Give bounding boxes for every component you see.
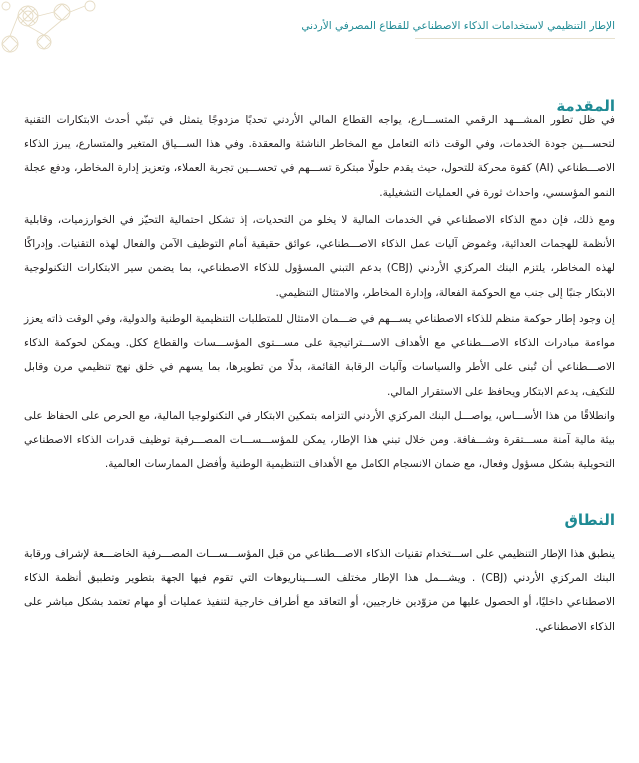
intro-paragraph-2: ومع ذلك، فإن دمج الذكاء الاصطناعي في الخدمات المالية لا يخلو من التحديات، إذ تشكل احتمالية التحيّز في الخوارزميات، وقابلية الأنظمة للهجمات العدائية، وغموض آليات عمل الذكاء الاصـــطناعي، عوائق حقيقية أمام التوظيف الآمن والفعال لهذه التقنيات. وإدراكًا لهذه المخاطر، يلتزم البنك المركزي الأردني (CBJ) بدعم التبني المسؤول للذكاء الاصطناعي، بما يضمن سير الابتكارات التكنولوجية الابتكار جنبًا إلى جنب مع الحوكمة الفعالة، وإدارة المخاطر، والامتثال التنظيمي. (24, 214, 615, 299)
intro-paragraph-3: إن وجود إطار حوكمة منظم للذكاء الاصطناعي يســـهم في ضـــمان الامتثال للمتطلبات التنظيمية الوطنية والدولية، وفي الوقت ذاته يعزز مواءمة مبادرات الذكاء الاصـــطناعي مع الأهداف الاســـتراتيجية على مســـتوى المؤســـسات والقطاع ككل. ويمكن لحوكمة الذكاء الاصـــطناعي أن تُبنى على الأطر والسياسات وآليات الرقابة القائمة، بدلًا من تطويرها، بما يسهم في خلق نهج تنظيمي مرن وقابل للتكيف، يدعم الابتكار ويحافظ على الاستقرار المالي. (24, 313, 615, 398)
intro-paragraph-4: وانطلاقًا من هذا الأســـاس، يواصـــل البنك المركزي الأردني التزامه بتمكين الابتكار في التكنولوجيا المالية، مع الحرص على الحفاظ على بيئة مالية آمنة مســـتقرة وشـــفافة. ومن خلال تبني هذا الإطار، يمكن للمؤســـســـات المصـــرفية توظيف قدرات الذكاء الاصطناعي التحويلية بشكل مسؤول وفعال، مع ضمان الانسجام الكامل مع الأهداف التنظيمية الوطنية وأفضل الممارسات العالمية. (24, 410, 615, 471)
section-heading-introduction: المقدمة (556, 97, 615, 115)
document-header-title: الإطار التنظيمي لاستخدامات الذكاء الاصطناعي للقطاع المصرفي الأردني (301, 20, 615, 32)
islamic-geometric-ornament-icon (0, 0, 110, 70)
intro-paragraph-1: في ظل تطور المشـــهد الرقمي المتســـارع، يواجه القطاع المالي الأردني تحديًا مزدوجًا يتمثل في تبنّي أحدث الابتكارات التقنية لتحســـين جودة الخدمات، وفي الوقت ذاته التعامل مع المخاطر الناشئة والمعقدة. وفي هذا الســـياق المتغير والمتسارع، يبرز الذكاء الاصـــطناعي (AI) كقوة محركة للتحول، حيث يقدم حلولًا مبتكرة تســـهم في تحســـين تجربة العملاء، وتعزيز إدارة المخاطر، ودفع عجلة النمو المؤسسي، واحداث ثورة في العمليات التشغيلية. (24, 114, 615, 199)
scope-paragraph: ينطبق هذا الإطار التنظيمي على اســـتخدام تقنيات الذكاء الاصـــطناعي من قبل المؤســـســـات المصـــرفية الخاضـــعة لإشراف ورقابة البنك المركزي الأردني (CBJ) . ويشـــمل هذا الإطار مختلف الســـيناريوهات التي تقوم فيها الجهة بتطوير وتطبيق أنظمة الذكاء الاصطناعي داخليًا، أو الحصول عليها من مزوّدين خارجيين، أو التعاقد مع أطراف خارجية لتنفيذ عمليات أو مهام تعتمد بشكل مباشر على الذكاء الاصطناعي. (24, 548, 615, 633)
header-divider (415, 38, 615, 39)
section-heading-scope: النطاق (564, 511, 615, 529)
